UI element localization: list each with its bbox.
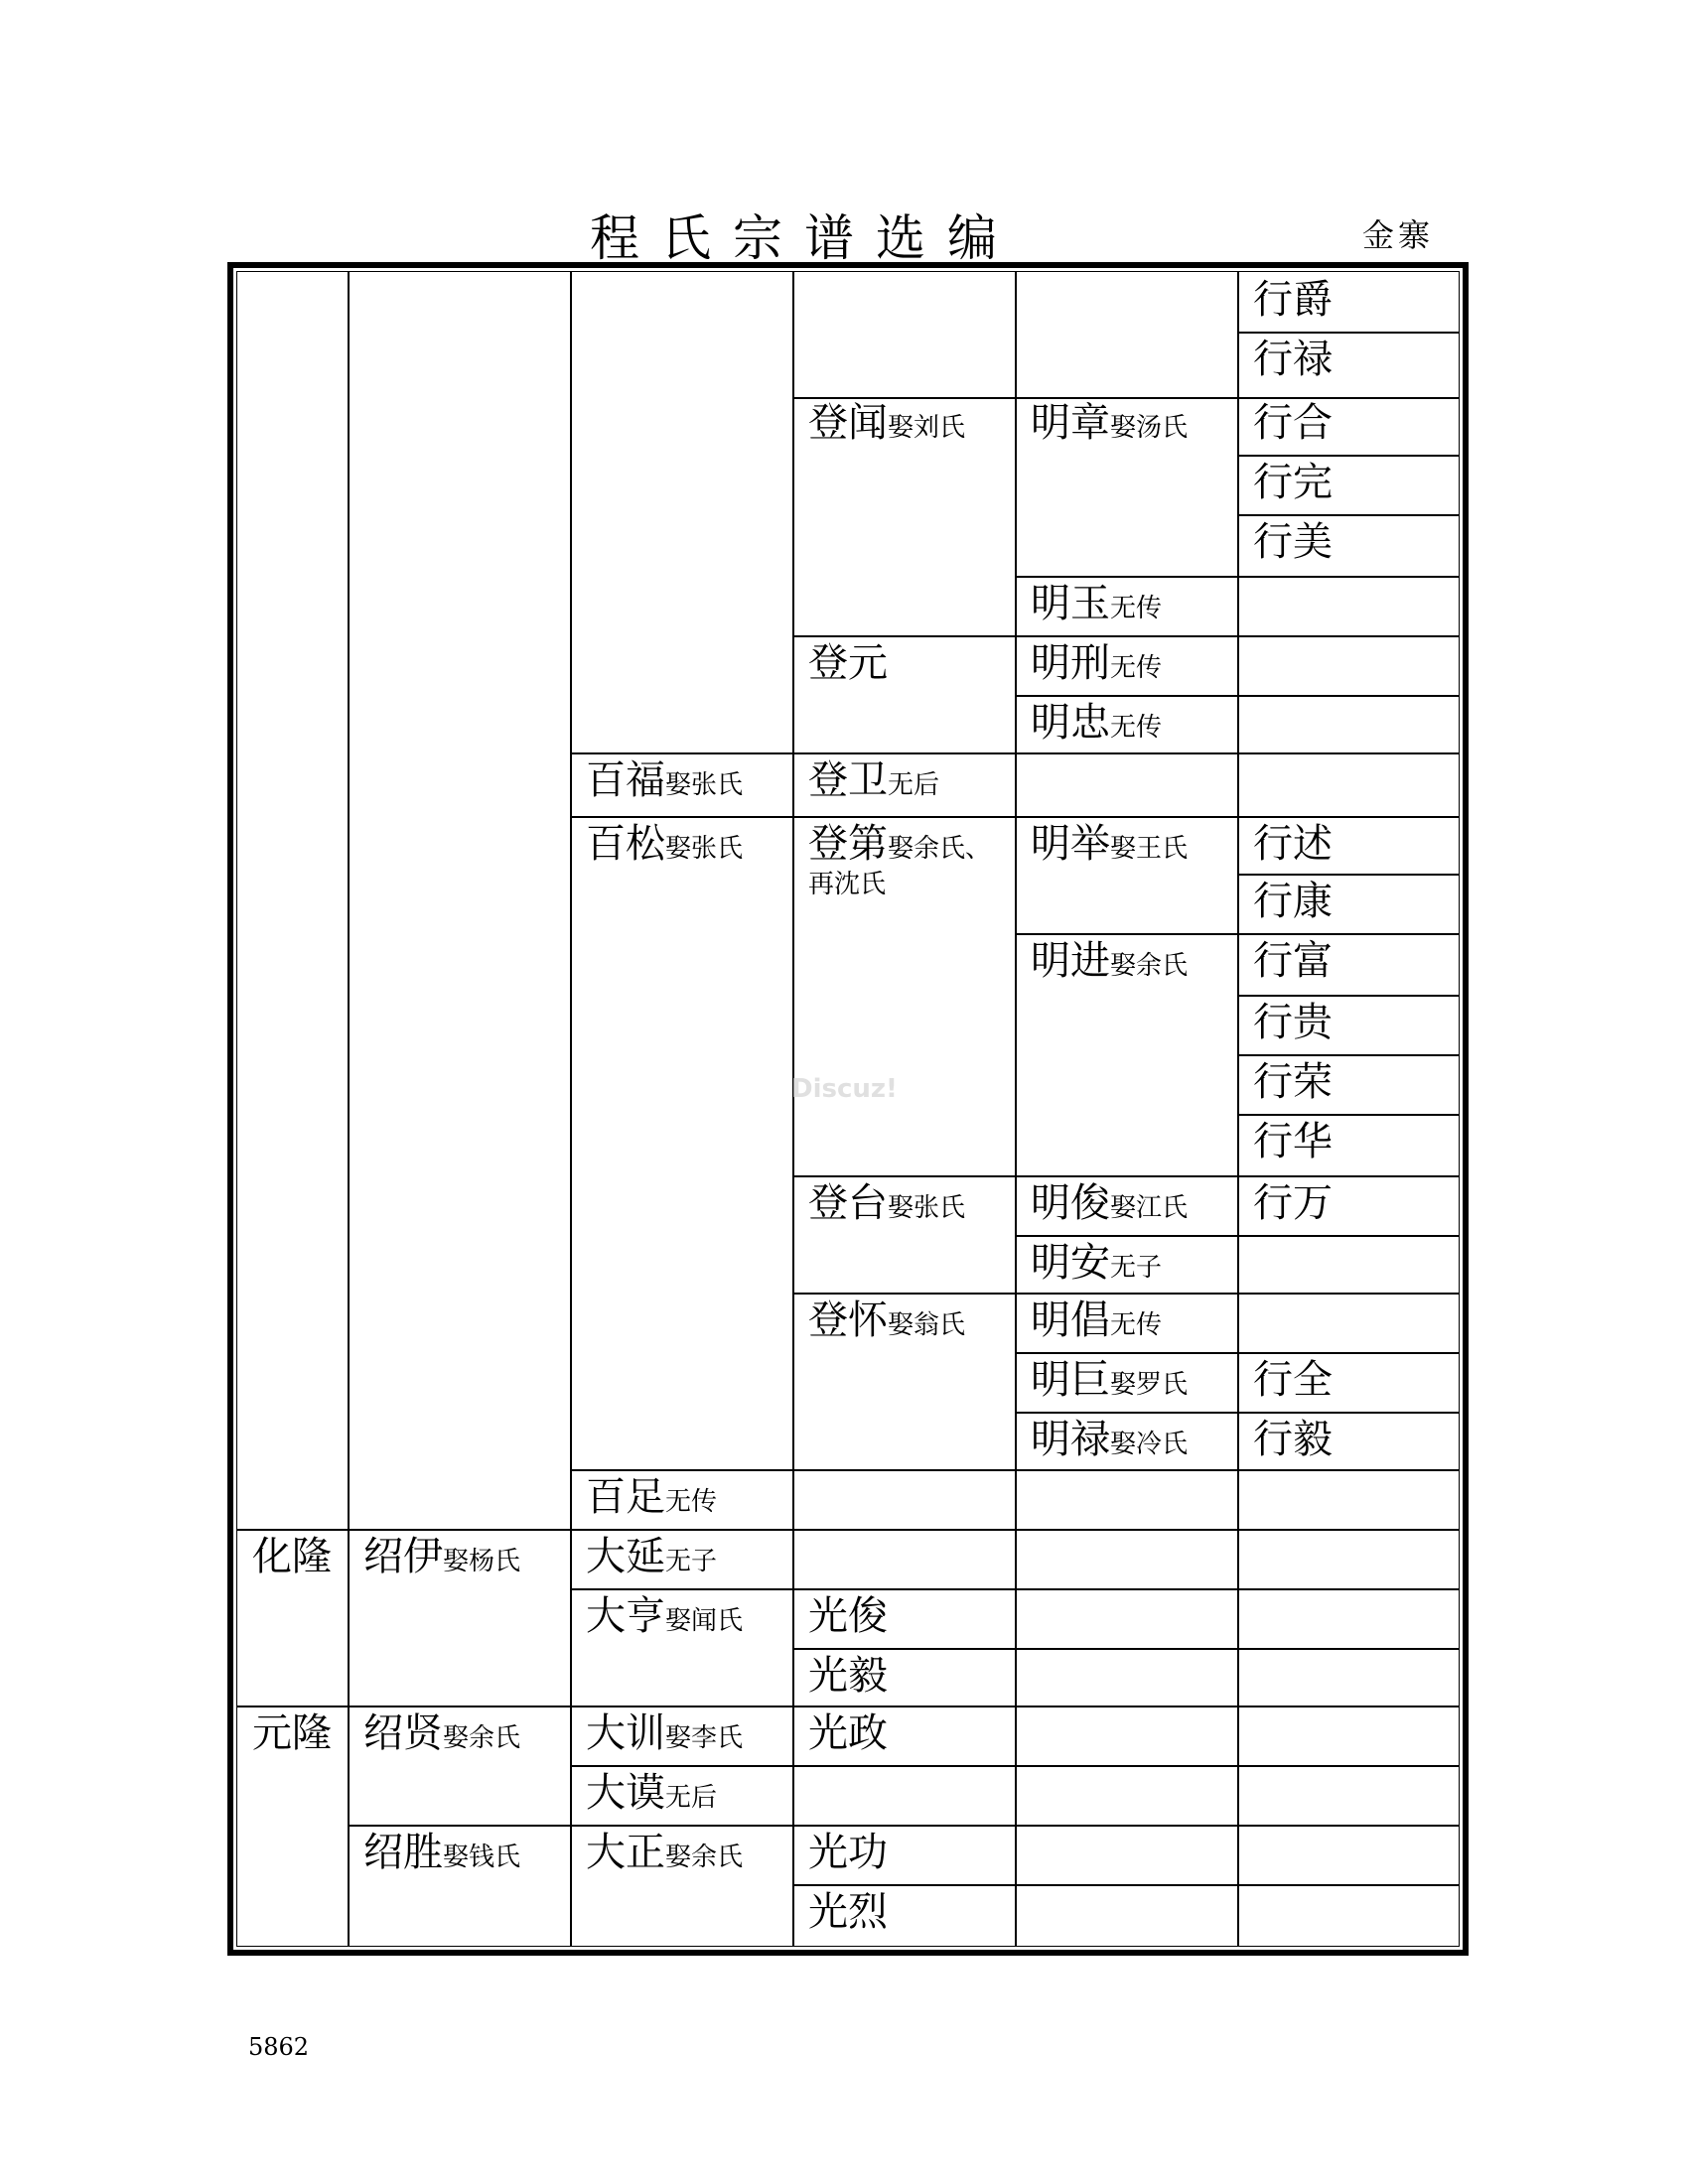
page-title: 程氏宗谱选编 (590, 209, 1019, 267)
row-divider (1237, 1114, 1460, 1116)
column-divider-2 (570, 271, 572, 1947)
person-name: 明举 (1031, 821, 1110, 867)
person-note: 娶罗氏 (1110, 1370, 1189, 1400)
genealogy-entry (1031, 640, 1163, 686)
person-name: 光功 (808, 1830, 888, 1875)
person-name: 大正 (586, 1830, 665, 1875)
genealogy-entry (1253, 1180, 1333, 1226)
genealogy-entry (1031, 821, 1189, 867)
row-divider (1015, 576, 1460, 578)
person-name: 行合 (1253, 400, 1333, 446)
genealogy-entry (808, 1830, 888, 1875)
genealogy-entry (808, 1297, 966, 1343)
row-divider (792, 1884, 1460, 1886)
person-note: 无传 (1110, 653, 1163, 683)
person-name: 光烈 (808, 1889, 888, 1935)
genealogy-entry (1253, 1000, 1333, 1045)
person-note: 无后 (888, 770, 940, 800)
person-note: 娶闻氏 (665, 1606, 744, 1636)
person-name: 行爵 (1253, 277, 1333, 323)
person-name: 行完 (1253, 460, 1333, 505)
row-divider (570, 816, 1460, 818)
page-number: 5862 (248, 2033, 310, 2061)
person-note: 娶汤氏 (1110, 413, 1189, 443)
genealogy-entry (1031, 938, 1189, 984)
genealogy-entry (586, 1474, 718, 1520)
person-name: 登闻 (808, 400, 888, 446)
person-name: 行全 (1253, 1357, 1333, 1403)
genealogy-entry (1253, 460, 1333, 505)
row-divider (570, 1588, 1460, 1590)
person-note: 娶杨氏 (443, 1547, 521, 1576)
genealogy-entry (808, 640, 888, 686)
genealogy-entry (1253, 1417, 1333, 1462)
row-divider (1015, 1352, 1460, 1354)
row-divider (792, 1648, 1460, 1650)
column-divider-1 (348, 271, 350, 1947)
person-name: 行荣 (1253, 1059, 1333, 1105)
genealogy-entry (586, 1710, 744, 1756)
genealogy-entry (808, 1180, 966, 1226)
person-note: 娶翁氏 (888, 1310, 966, 1340)
genealogy-entry (1253, 1059, 1333, 1105)
person-note: 娶江氏 (1110, 1193, 1189, 1223)
row-divider (570, 752, 1460, 754)
column-divider-5 (1237, 271, 1239, 1947)
genealogy-entry (1253, 879, 1333, 924)
genealogy-entry (586, 1770, 718, 1816)
person-note: 娶张氏 (665, 770, 744, 800)
person-note: 娶李氏 (665, 1723, 744, 1753)
row-divider (348, 1825, 1460, 1827)
genealogy-entry (808, 400, 966, 446)
person-name: 行富 (1253, 938, 1333, 984)
person-name: 行毅 (1253, 1417, 1333, 1462)
person-name: 明巨 (1031, 1357, 1110, 1403)
genealogy-entry (586, 1830, 744, 1875)
genealogy-entry (1031, 1297, 1163, 1343)
genealogy-entry (1031, 1180, 1189, 1226)
genealogy-entry (808, 757, 940, 803)
person-name: 光俊 (808, 1593, 888, 1639)
location-label: 金寨 (1362, 216, 1435, 254)
person-name: 百福 (586, 757, 665, 803)
person-name: 行贵 (1253, 1000, 1333, 1045)
person-name: 百松 (586, 821, 665, 867)
person-name: 登元 (808, 640, 888, 686)
person-name: 明倡 (1031, 1297, 1110, 1343)
row-divider (792, 1293, 1460, 1295)
row-divider (1237, 874, 1460, 876)
row-divider (1237, 455, 1460, 457)
person-name: 光政 (808, 1710, 888, 1756)
person-note: 无子 (665, 1547, 718, 1576)
person-name: 绍贤 (363, 1710, 443, 1756)
person-name: 行万 (1253, 1180, 1333, 1226)
genealogy-entry (363, 1710, 521, 1756)
person-note: 娶余氏 (1110, 951, 1189, 981)
genealogy-entry (1031, 1357, 1189, 1403)
person-note: 无子 (1110, 1253, 1163, 1283)
genealogy-entry (1253, 821, 1333, 867)
person-name: 行美 (1253, 519, 1333, 565)
person-note: 娶刘氏 (888, 413, 966, 443)
column-divider-3 (792, 271, 794, 1947)
watermark: Discuz! (791, 1074, 898, 1104)
genealogy-entry (1031, 1240, 1163, 1286)
genealogy-entry (1253, 337, 1333, 382)
genealogy-entry (363, 1830, 521, 1875)
person-name: 光毅 (808, 1653, 888, 1699)
person-note: 娶余氏 (443, 1723, 521, 1753)
genealogy-entry (808, 821, 992, 867)
person-note: 娶张氏 (888, 1193, 966, 1223)
row-divider (1015, 1412, 1460, 1414)
person-note: 娶余氏 (665, 1843, 744, 1872)
person-name: 明忠 (1031, 700, 1110, 746)
person-name: 元隆 (252, 1710, 332, 1756)
row-divider (236, 1706, 1460, 1707)
genealogy-entry (363, 1534, 521, 1579)
person-note: 再沈氏 (808, 870, 887, 899)
row-divider (1237, 332, 1460, 334)
genealogy-entry (1253, 519, 1333, 565)
person-name: 明禄 (1031, 1417, 1110, 1462)
person-name: 化隆 (252, 1534, 332, 1579)
row-divider (1237, 1054, 1460, 1056)
person-name: 大延 (586, 1534, 665, 1579)
row-divider (236, 1529, 1460, 1531)
person-note: 无传 (1110, 713, 1163, 743)
person-name: 绍胜 (363, 1830, 443, 1875)
column-divider-4 (1015, 271, 1017, 1947)
person-name: 绍伊 (363, 1534, 443, 1579)
person-name: 大亨 (586, 1593, 665, 1639)
person-name: 登台 (808, 1180, 888, 1226)
genealogy-entry (808, 872, 886, 897)
genealogy-entry (586, 821, 744, 867)
person-name: 行禄 (1253, 337, 1333, 382)
person-note: 娶张氏 (665, 834, 744, 864)
person-name: 明刑 (1031, 640, 1110, 686)
genealogy-entry (1253, 1357, 1333, 1403)
row-divider (792, 635, 1460, 637)
row-divider (570, 1765, 1460, 1767)
row-divider (1237, 995, 1460, 997)
person-note: 无传 (665, 1487, 718, 1517)
person-note: 娶冷氏 (1110, 1430, 1189, 1459)
genealogy-entry (586, 757, 744, 803)
person-note: 无传 (1110, 594, 1163, 623)
person-note: 娶王氏 (1110, 834, 1189, 864)
genealogy-entry (252, 1534, 332, 1579)
genealogy-entry (1253, 400, 1333, 446)
genealogy-entry (1253, 277, 1333, 323)
person-name: 明俊 (1031, 1180, 1110, 1226)
row-divider (1015, 695, 1460, 697)
row-divider (1015, 933, 1460, 935)
genealogy-entry (1031, 581, 1163, 626)
person-name: 明安 (1031, 1240, 1110, 1286)
person-name: 登怀 (808, 1297, 888, 1343)
person-name: 行康 (1253, 879, 1333, 924)
person-name: 行述 (1253, 821, 1333, 867)
person-name: 登卫 (808, 757, 888, 803)
row-divider (1237, 514, 1460, 516)
genealogy-entry (808, 1653, 888, 1699)
person-name: 大训 (586, 1710, 665, 1756)
row-divider (792, 1175, 1460, 1177)
person-name: 明进 (1031, 938, 1110, 984)
genealogy-entry (808, 1593, 888, 1639)
genealogy-entry (808, 1889, 888, 1935)
person-note: 娶钱氏 (443, 1843, 521, 1872)
person-name: 明玉 (1031, 581, 1110, 626)
genealogy-entry (1031, 1417, 1189, 1462)
genealogy-entry (586, 1534, 718, 1579)
genealogy-entry (1253, 938, 1333, 984)
genealogy-entry (1031, 400, 1189, 446)
person-name: 大谟 (586, 1770, 665, 1816)
genealogy-entry (1253, 1119, 1333, 1164)
genealogy-entry (808, 1710, 888, 1756)
person-name: 百足 (586, 1474, 665, 1520)
genealogy-entry (252, 1710, 332, 1756)
person-note: 无后 (665, 1783, 718, 1813)
genealogy-entry (586, 1593, 744, 1639)
row-divider (1015, 1235, 1460, 1237)
row-divider (570, 1469, 1460, 1471)
person-note: 无传 (1110, 1310, 1163, 1340)
genealogy-entry (1031, 700, 1163, 746)
person-name: 明章 (1031, 400, 1110, 446)
person-name: 行华 (1253, 1119, 1333, 1164)
person-note: 娶余氏、 (888, 834, 992, 864)
row-divider (792, 397, 1460, 399)
person-name: 登第 (808, 821, 888, 867)
